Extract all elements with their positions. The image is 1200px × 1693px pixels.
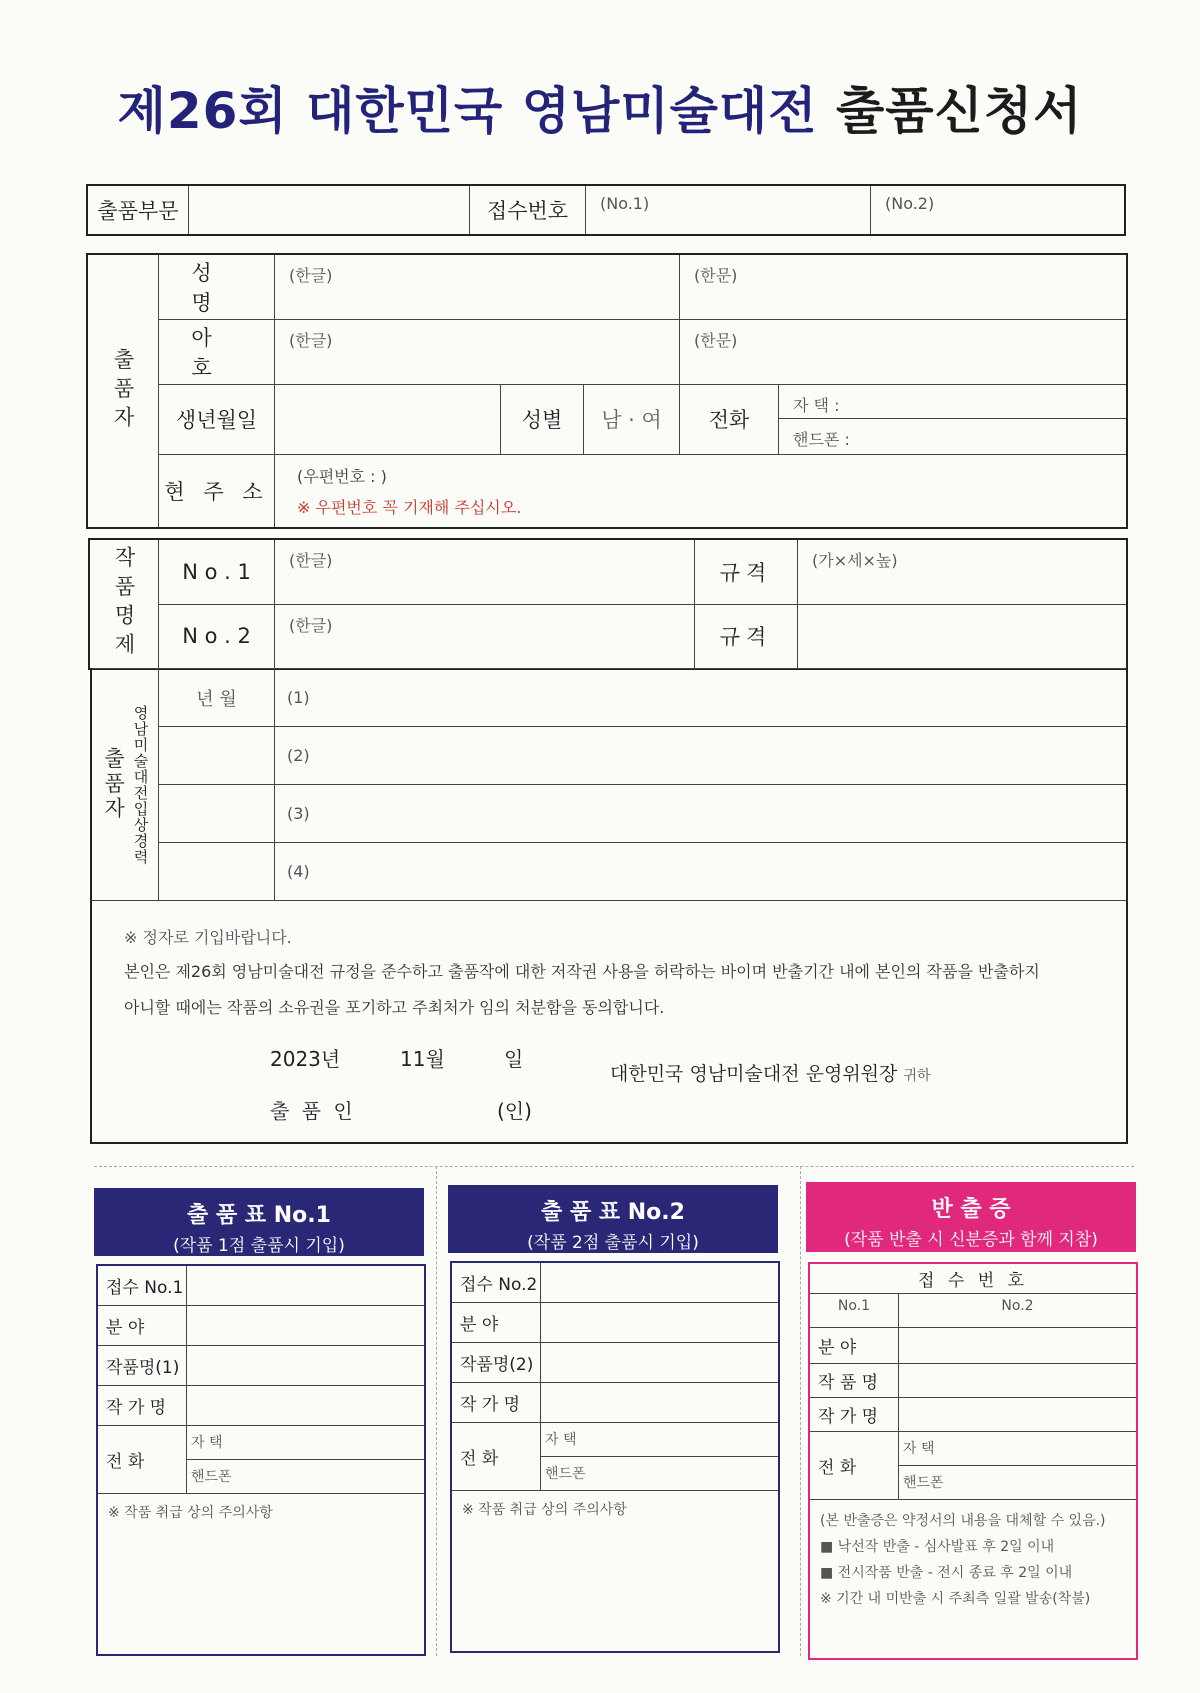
ticket1-artist-input[interactable] [187,1385,426,1425]
awards-label-a: 출품자 [101,747,126,822]
consent-recipient [610,1059,931,1086]
address-label: 현 주 소 [159,454,275,528]
gender-field[interactable]: 남 · 여 [584,384,680,454]
ticket1-field-input[interactable] [187,1305,426,1345]
ticket3-note-1: (본 반출증은 약정서의 내용을 대체할 수 있음.) [820,1512,1106,1529]
ticket2-subtitle: (작품 2점 출품시 기입) [527,1233,699,1253]
birth-label: 생년월일 [159,384,275,454]
awards-section-label [91,669,159,901]
works-table [88,538,1128,670]
title-main: 제26회 대한민국 영남미술대전 [117,82,818,140]
title-form: 출품신청서 [835,82,1083,140]
ticket3-phone-label: 전 화 [809,1431,899,1499]
name-label: 성 명 [159,254,275,319]
phone-label: 전화 [680,384,779,454]
name-hangul-field[interactable]: (한글) [275,254,680,319]
home-phone-field[interactable]: 자 택 : [779,385,1126,419]
cut-line-2 [800,1166,801,1656]
ticket1-work-label: 작품명(1) [97,1345,187,1385]
ticket2-field-input[interactable] [541,1302,780,1342]
ticket3-home-field[interactable]: 자 택 [899,1431,1138,1465]
consent-note: ※ 정자로 기입바랍니다. [124,928,292,947]
ticket3-work-input[interactable] [899,1363,1138,1397]
work-no2-field[interactable]: (한글) [275,604,695,669]
work-no2-label: N o . 2 [159,604,275,669]
spec2-field[interactable] [798,604,1128,669]
pen-name-label: 아 호 [159,319,275,384]
applicant-signature-label: 출 품 인 [270,1099,356,1123]
ticket3-artist-input[interactable] [899,1397,1138,1431]
consent-month[interactable]: 11월 [400,1047,445,1071]
ticket2-artist-label: 작 가 명 [451,1382,541,1422]
ticket3-field-input[interactable] [899,1327,1138,1363]
ticket1-header [94,1188,424,1256]
work-no1-field[interactable]: (한글) [275,539,695,604]
applicant-section-label: 출품자 [87,254,159,528]
ticket1-note: ※ 작품 취급 상의 주의사항 [97,1493,425,1655]
mobile-phone-field[interactable]: 핸드폰 : [793,429,850,449]
postcode-note: ※ 우편번호 꼭 기재해 주십시오. [297,497,522,517]
ticket1-receipt-field[interactable] [187,1265,426,1305]
ticket2-receipt-field[interactable] [541,1262,780,1302]
seal-mark[interactable]: (인) [497,1099,532,1123]
consent-line-1: 본인은 제26회 영남미술대전 규정을 준수하고 출품작에 대한 저작권 사용을 허락하는 바이며 반출기간 내에 본인의 작품을 반출하지 [124,962,1040,981]
ticket2-work-label: 작품명(2) [451,1342,541,1382]
postcode-text: (우편번호 : ) [297,466,387,486]
ticket2-field-label: 분 야 [451,1302,541,1342]
spec1-label: 규격 [695,539,798,604]
recipient-name: 대한민국 영남미술대전 운영위원장 [610,1063,898,1085]
consent-line-2: 아니할 때에는 작품의 소유권을 포기하고 주최처가 임의 처분함을 동의합니다. [124,998,665,1017]
top-table [86,184,1126,236]
consent-day[interactable]: 일 [504,1047,524,1071]
works-section-label: 작품명제 [89,539,159,669]
awards-table [90,668,1128,901]
ticket2-mobile-field[interactable]: 핸드폰 [541,1456,780,1490]
ticket3-note-2: ■ 낙선작 반출 - 심사발표 후 2일 이내 [820,1538,1055,1555]
award-row-4[interactable]: (4) [275,843,1128,901]
ticket2-artist-input[interactable] [541,1382,780,1422]
ticket2-phone-label: 전 화 [451,1422,541,1490]
dept-field[interactable] [189,185,470,235]
birth-field[interactable] [275,384,501,454]
ticket1-home-field[interactable]: 자 택 [187,1425,426,1459]
ticket3-no2-field[interactable]: No.2 [899,1293,1138,1327]
ticket3-no1-field[interactable]: No.1 [809,1293,899,1327]
ticket3-mobile-field[interactable]: 핸드폰 [899,1465,1138,1499]
ticket1-phone-label: 전 화 [97,1425,187,1493]
ticket1-receipt-label: 접수 No.1 [97,1265,187,1305]
receipt-no2-field[interactable]: (No.2) [871,185,1126,235]
ticket2-work-input[interactable] [541,1342,780,1382]
award-date-2[interactable] [159,727,275,785]
consent-box [90,900,1128,1144]
ticket3-work-label: 작 품 명 [809,1363,899,1397]
ticket2-receipt-label: 접수 No.2 [451,1262,541,1302]
pen-hangul-field[interactable]: (한글) [275,319,680,384]
ticket1-mobile-field[interactable]: 핸드폰 [187,1459,426,1493]
receipt-no1-field[interactable]: (No.1) [586,185,871,235]
cut-line-1 [436,1166,437,1656]
ticket2-note: ※ 작품 취급 상의 주의사항 [451,1490,779,1652]
award-row-2[interactable]: (2) [275,727,1128,785]
ticket3-header [806,1182,1136,1252]
ticket1-title: 출 품 표 No.1 [187,1203,331,1228]
ticket1-work-input[interactable] [187,1345,426,1385]
dept-label: 출품부문 [87,185,189,235]
ticket2-home-field[interactable]: 자 택 [541,1422,780,1456]
ticket3-subtitle: (작품 반출 시 신분증과 함께 지참) [844,1230,1098,1250]
consent-year: 2023년 [270,1047,341,1071]
gender-label: 성별 [501,384,584,454]
ticket1-table [96,1264,426,1656]
award-date-3[interactable] [159,785,275,843]
ticket3-receipt-label: 접 수 번 호 [809,1263,1137,1293]
ticket2-title: 출 품 표 No.2 [541,1200,685,1225]
award-row-3[interactable]: (3) [275,785,1128,843]
cut-line-horizontal [94,1166,1134,1167]
ticket3-note-3: ■ 전시작품 반출 - 전시 종료 후 2일 이내 [820,1564,1073,1581]
receipt-label: 접수번호 [470,185,586,235]
ticket3-field-label: 분 야 [809,1327,899,1363]
ticket2-header [448,1185,778,1253]
work-no1-label: N o . 1 [159,539,275,604]
ticket1-subtitle: (작품 1점 출품시 기입) [173,1236,345,1256]
ticket3-title: 반 출 증 [931,1197,1011,1222]
year-month-label: 년 월 [159,669,275,727]
award-row-1[interactable]: (1) [275,669,1128,727]
ticket3-table [808,1262,1138,1660]
pen-hanja-field[interactable]: (한문) [680,319,1128,384]
phone-fields [779,384,1128,454]
spec2-label: 규격 [695,604,798,669]
name-hanja-field[interactable]: (한문) [680,254,1128,319]
page-title [0,78,1200,144]
recipient-honorific: 귀하 [903,1068,931,1084]
ticket1-artist-label: 작 가 명 [97,1385,187,1425]
ticket2-table [450,1261,780,1653]
applicant-table [86,253,1128,529]
ticket3-note-4: ※ 기간 내 미반출 시 주최측 일괄 발송(착불) [820,1590,1091,1607]
ticket3-artist-label: 작 가 명 [809,1397,899,1431]
ticket3-notes [809,1499,1137,1659]
ticket1-field-label: 분 야 [97,1305,187,1345]
awards-label-b: 영남미술대전입상경력 [131,704,150,865]
spec1-field[interactable]: (가×세×높) [798,539,1128,604]
award-date-4[interactable] [159,843,275,901]
address-field[interactable] [275,454,1128,528]
